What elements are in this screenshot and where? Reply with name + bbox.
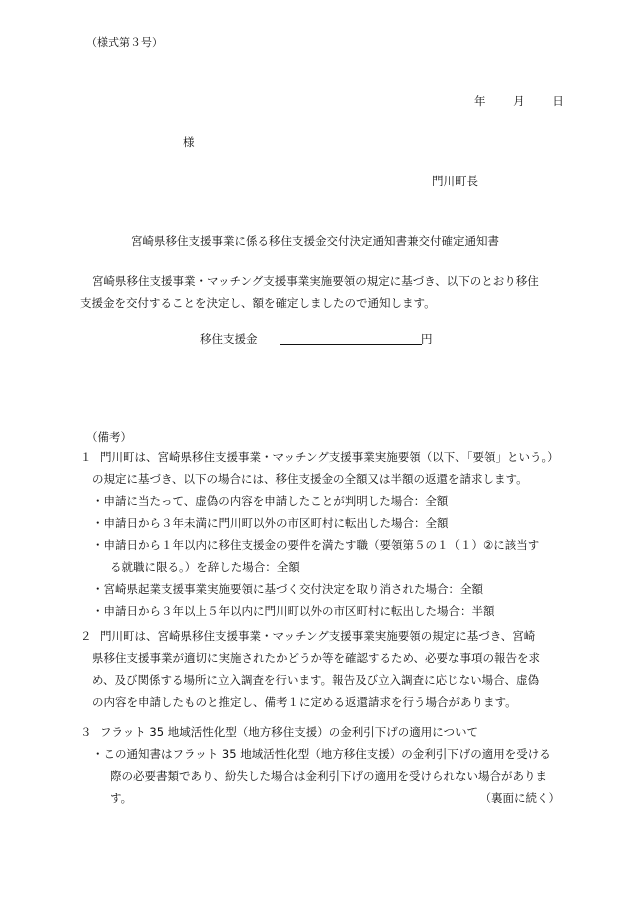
note-2-line-3: め、及び関係する場所に立入調査を行います。報告及び立入調査に応じない場合、虚偽 xyxy=(92,673,540,687)
note-1-bullet-3-cont: る就職に限る。）を辞した場合：全額 xyxy=(110,560,300,574)
date-month-label: 月 xyxy=(513,94,525,108)
addressee-suffix: 様 xyxy=(183,135,195,149)
note-1-line-2: の規定に基づき、以下の場合には、移住支援金の全額又は半額の返還を請求します。 xyxy=(92,472,528,486)
date-year-label: 年 xyxy=(474,94,486,108)
note-1-bullet-3: ・申請日から１年以内に移住支援金の要件を満たす職（要領第５の１（１）②に該当す xyxy=(92,538,540,552)
note-2-line-1: 門川町は、宮崎県移住支援事業・マッチング支援事業実施要領の規定に基づき、宮崎 xyxy=(100,629,536,643)
note-3-number: ３ xyxy=(80,725,92,739)
note-3-bullet-1-cont-1: 際の必要書類であり、紛失した場合は金利引下げの適用を受けられない場合がありま xyxy=(110,769,547,783)
date-line xyxy=(474,93,564,109)
issuer-name: 門川町長 xyxy=(432,174,478,188)
note-1 xyxy=(80,446,560,622)
note-2-line-4: の内容を申請したものと推定し、備考１に定める返還請求を行う場合があります。 xyxy=(92,695,517,709)
notes-heading: （備考） xyxy=(86,430,132,444)
note-2-line-2: 県移住支援事業が適切に実施されたかどうか等を確認するため、必要な事項の報告を求 xyxy=(92,651,541,665)
note-1-bullet-4: ・宮崎県起業支援事業実施要領に基づく交付決定を取り消された場合：全額 xyxy=(92,582,483,596)
note-3-bullet-1-cont-2: す。 xyxy=(110,791,133,805)
body-line-1: 宮崎県移住支援事業・マッチング支援事業実施要領の規定に基づき、以下のとおり移住 xyxy=(92,274,539,288)
note-3-bullet-1: ・この通知書はフラット 35 地域活性化型（地方移住支援）の金利引下げの適用を受ける xyxy=(92,747,551,761)
note-1-bullet-5: ・申請日から３年以上５年以内に門川町以外の市区町村に転出した場合：半額 xyxy=(92,604,495,618)
amount-blank-line xyxy=(280,344,422,345)
continued-on-back: （裏面に続く） xyxy=(479,791,560,805)
note-1-line-1: 門川町は、宮崎県移住支援事業・マッチング支援事業実施要領（以下､「要領」という。） xyxy=(100,450,559,464)
note-2-number: ２ xyxy=(80,629,92,643)
note-2 xyxy=(80,625,560,713)
body-text xyxy=(80,270,560,314)
document-title: 宮崎県移住支援事業に係る移住支援金交付決定通知書兼交付確定通知書 xyxy=(131,234,499,248)
note-1-bullet-1: ・申請に当たって、虚偽の内容を申請したことが判明した場合：全額 xyxy=(92,494,449,508)
note-3 xyxy=(80,721,560,809)
amount-label: 移住支援金 xyxy=(200,332,258,346)
note-1-number: １ xyxy=(80,450,92,464)
note-3-line-1: フラット 35 地域活性化型（地方移住支援）の金利引下げの適用について xyxy=(100,725,478,739)
form-number: （様式第３号） xyxy=(86,36,163,49)
date-day-label: 日 xyxy=(552,94,564,108)
body-line-2: 支援金を交付することを決定し、額を確定しましたので通知します。 xyxy=(80,296,436,310)
note-1-bullet-2: ・申請日から３年未満に門川町以外の市区町村に転出した場合：全額 xyxy=(92,516,449,530)
amount-unit: 円 xyxy=(421,332,433,346)
